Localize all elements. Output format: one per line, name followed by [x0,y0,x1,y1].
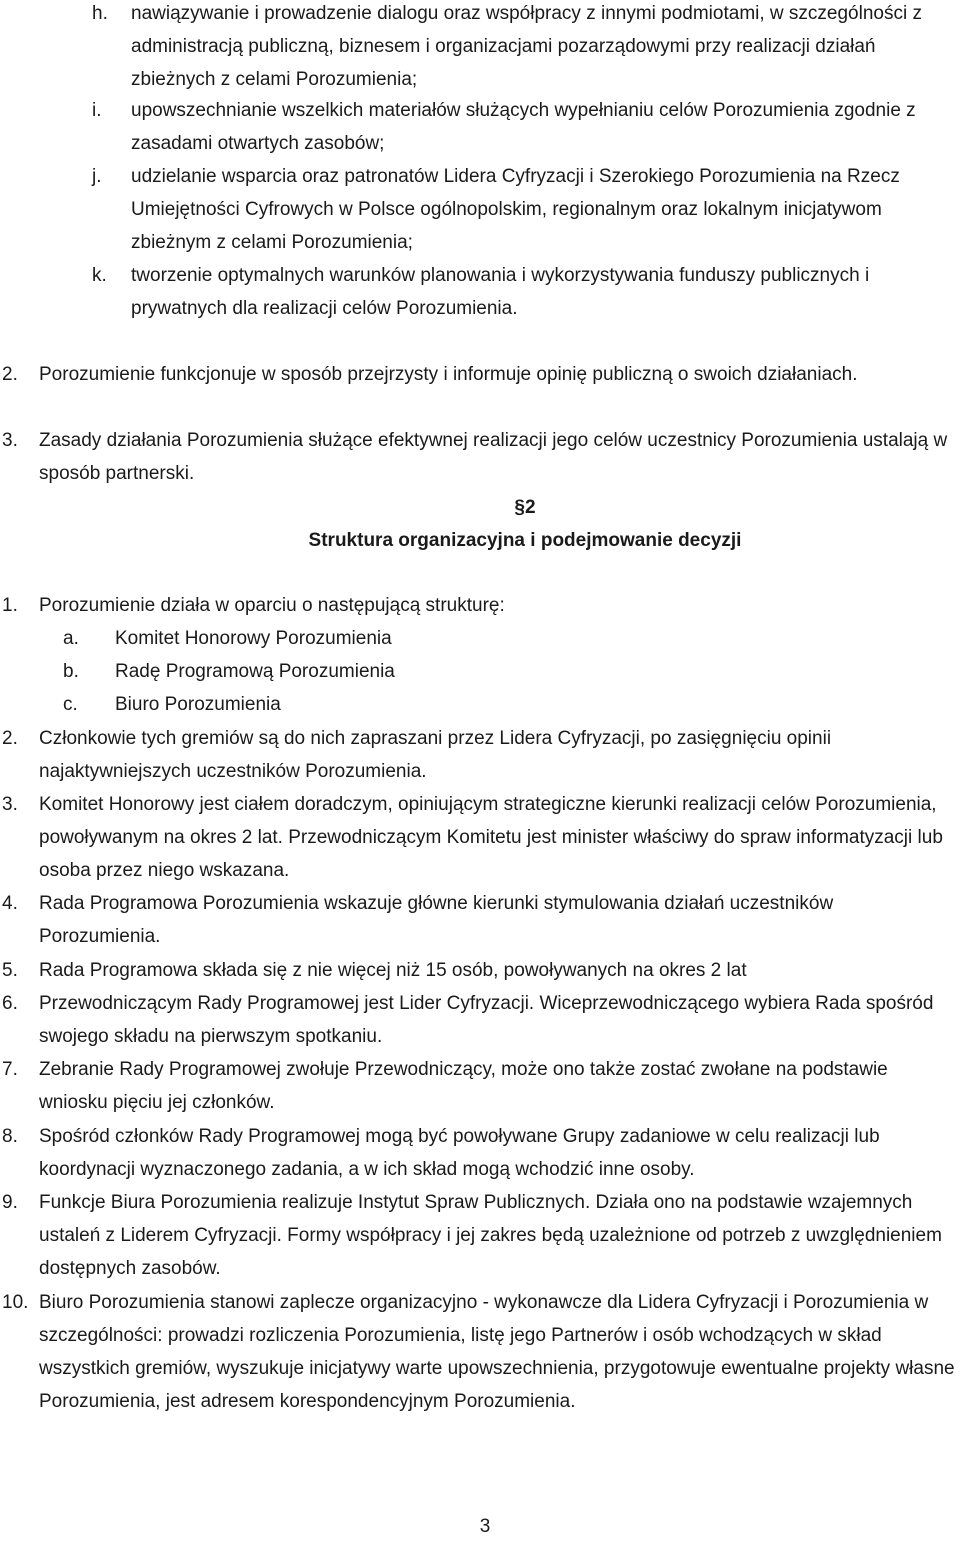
list-marker: 7. [2,1059,18,1080]
structure-subitem-c [63,688,763,721]
list-item-j [92,160,942,259]
list-item-text: Porozumienie funkcjonuje w sposób przejrzysty i informuje opinię publiczną o swoich działaniach. [39,364,858,385]
list-item-i [92,94,942,160]
list-marker: 9. [2,1192,18,1213]
list-item-text: Członkowie tych gremiów są do nich zapraszani przez Lidera Cyfryzacji, po zasięgnięciu opinii najaktywniejszych uczestników Porozumienia. [39,728,832,782]
page-number: 3 [479,1516,491,1537]
list-marker: j. [92,166,102,187]
list-item-text: Komitet Honorowy Porozumienia [115,628,392,649]
structure-item-6 [2,987,957,1053]
structure-item-5 [2,954,957,987]
list-marker: 8. [2,1126,18,1147]
list-marker: k. [92,265,107,286]
list-item-text: Biuro Porozumienia [115,694,281,715]
list-item-text: udzielanie wsparcia oraz patronatów Lidera Cyfryzacji i Szerokiego Porozumienia na Rzecz Umiejętności Cyfrowych w Polsce ogólnopolskim, regionalnym oraz lokalnym inicjatywom zbieżnym z celami Porozumienia; [131,166,900,253]
list-marker: i. [92,100,102,121]
list-marker: 10. [2,1292,29,1313]
list-item-text: Przewodniczącym Rady Programowej jest Lider Cyfryzacji. Wiceprzewodniczącego wybiera Rada spośród swojego składu na pierwszym spotkaniu. [39,993,934,1047]
structure-subitem-b [63,655,763,688]
list-item-text: Zasady działania Porozumienia służące efektywnej realizacji jego celów uczestnicy Porozumienia ustalają w sposób partnerski. [39,430,948,484]
list-item-text: Rada Programowa składa się z nie więcej niż 15 osób, powoływanych na okres 2 lat [39,960,747,981]
list-marker: c. [63,694,78,715]
section-title: Struktura organizacyjna i podejmowanie decyzji [308,530,742,551]
list-marker: b. [63,661,79,682]
list-marker: a. [63,628,79,649]
list-marker: 4. [2,893,18,914]
structure-item-1 [2,589,957,622]
structure-item-2 [2,722,957,788]
structure-item-8 [2,1120,957,1186]
list-item-k [92,259,942,325]
list-marker: 6. [2,993,18,1014]
list-item-text: upowszechnianie wszelkich materiałów służących wypełnianiu celów Porozumienia zgodnie z zasadami otwartych zasobów; [131,100,916,154]
list-item-text: tworzenie optymalnych warunków planowania i wykorzystywania funduszy publicznych i prywatnych dla realizacji celów Porozumienia. [131,265,870,319]
list-marker: 3. [2,794,18,815]
list-item-text: Zebranie Rady Programowej zwołuje Przewodniczący, może ono także zostać zwołane na podstawie wniosku pięciu jej członków. [39,1059,888,1113]
list-item-text: Radę Programową Porozumienia [115,661,395,682]
list-item-text: Rada Programowa Porozumienia wskazuje główne kierunki stymulowania działań uczestników Porozumienia. [39,893,834,947]
list-item-text: Porozumienie działa w oparciu o następującą strukturę: [39,595,505,616]
list-marker: 1. [2,595,18,616]
structure-subitem-a [63,622,763,655]
list-item-text: Spośród członków Rady Programowej mogą być powoływane Grupy zadaniowe w celu realizacji lub koordynacji wyznaczonego zadania, a w ich skład mogą wchodzić inne osoby. [39,1126,880,1180]
list-item-text: nawiązywanie i prowadzenie dialogu oraz współpracy z innymi podmiotami, w szczególności z administracją publiczną, biznesem i organizacjami pozarządowymi przy realizacji działań zbieżnych z celami Porozumienia; [131,3,922,90]
structure-item-7 [2,1053,957,1119]
paragraph-item-2 [2,358,957,391]
structure-item-10 [2,1286,957,1418]
list-item-text: Funkcje Biura Porozumienia realizuje Instytut Spraw Publicznych. Działa ono na podstawie wzajemnych ustaleń z Liderem Cyfryzacji. Formy współpracy i jej zakres będą uzależnione od potrzeb z uwzględnieniem dostępnych zasobów. [39,1192,942,1279]
list-marker: 2. [2,728,18,749]
list-marker: h. [92,3,108,24]
structure-item-9 [2,1186,957,1285]
list-item-text: Komitet Honorowy jest ciałem doradczym, opiniującym strategiczne kierunki realizacji celów Porozumienia, powoływanym na okres 2 lat. Przewodniczącym Komitetu jest minister właściwy do spraw informatyzacji lub osoba przez niego wskazana. [39,794,943,881]
section-symbol: §2 [514,497,536,518]
list-marker: 2. [2,364,18,385]
list-marker: 5. [2,960,18,981]
structure-item-4 [2,887,957,953]
paragraph-item-3 [2,424,957,490]
list-item-text: Biuro Porozumienia stanowi zaplecze organizacyjno - wykonawcze dla Lidera Cyfryzacji i Porozumienia w szczególności: prowadzi rozliczenia Porozumienia, listę jego Partnerów i osób wchodzących w skład wszystkich gremiów, wyszukuje inicjatywy warte upowszechnienia, przygotowuje ewentualne projekty własne Porozumienia, jest adresem korespondencyjnym Porozumienia. [39,1292,955,1412]
structure-item-3 [2,788,957,887]
list-marker: 3. [2,430,18,451]
list-item-h [92,0,942,96]
